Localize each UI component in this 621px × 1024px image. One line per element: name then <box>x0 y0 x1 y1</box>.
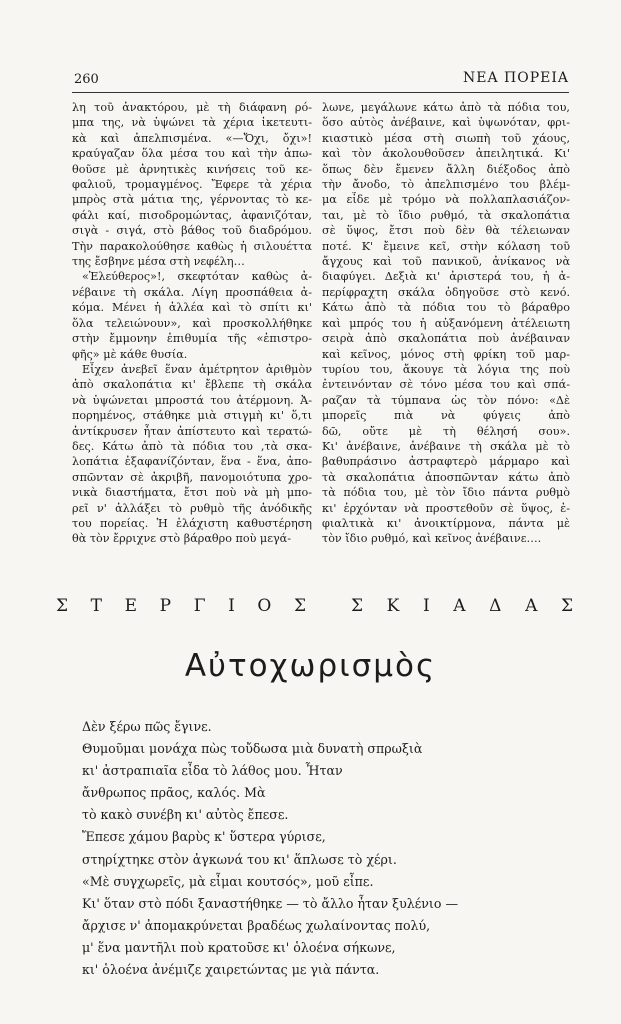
text-line: ραζαν τὰ τύμπανα ὡς τὸν πόνο: «Δὲ <box>322 393 570 407</box>
text-line: της ἔσβηνε μέσα στὴ νεφέλη… <box>72 255 245 269</box>
text-line: Κάτω ἀπὸ τὰ πόδια του τὸ βάραθρο <box>322 301 570 315</box>
author-last-name <box>351 596 573 622</box>
text-line: του πορείας. Ἡ ἐλάχιστη καθυστέρηση <box>72 516 312 530</box>
text-line: νὰ ὑψώνεται μπροστά του ἀτέρμονη. Ἀ- <box>72 393 312 407</box>
text-line: ὅσο αὐτὸς ἀνέβαινε, καὶ ὑψωνόταν, φρι- <box>322 116 570 130</box>
text-line: τυρίου του, ἄκουγε τὰ λόγια της ποὺ <box>322 362 570 376</box>
author-letter: Α <box>525 596 538 616</box>
text-line: ἄγχους καὶ τοῦ πανικοῦ, ἀνίκανος νὰ <box>322 255 570 269</box>
author-letter: Ι <box>228 596 235 616</box>
poem-body <box>82 716 552 981</box>
text-line: πορημένος, στάθηκε μιὰ στιγμὴ κι' ὅ,τι <box>72 409 312 423</box>
text-line: σιγὰ - σιγά, στὸ βάθος τοῦ διαδρόμου. <box>72 224 312 238</box>
poem-line: μ' ἕνα μαντῆλι ποὺ κρατοῦσε κι' ὁλοένα σήκωνε, <box>82 939 396 955</box>
poem-line: «Μὲ συγχωρεῖς, μὰ εἶμαι κουτσός», μοῦ εἶπε. <box>82 873 374 889</box>
text-line: δῶ, οὔτε μὲ τὴ θέλησή σου». <box>322 424 570 438</box>
prose-column-right <box>322 100 570 547</box>
text-line: ἐντεινόνταν σὲ τόνο μέσα του καὶ σπά- <box>322 378 570 392</box>
text-line: καὶ τὸν ἀκολουθοῦσεν ἀπειλητικά. Κι' <box>322 147 570 161</box>
author-letter: Τ <box>90 596 102 616</box>
text-line: κραύγαζαν ὅλα μέσα του καὶ τὴν ἀπω- <box>72 147 312 161</box>
header-rule <box>72 92 569 93</box>
author-letter: Σ <box>351 596 364 616</box>
poem-line: κι' ἀστραπιαῖα εἶδα τὸ λάθος μου. Ἦταν <box>82 763 343 779</box>
author-letter: Σ <box>56 596 69 616</box>
text-line: δες. Κάτω ἀπὸ τὰ πόδια του ,τὰ σκα- <box>72 439 312 453</box>
text-line: τὸν ἴδιο ρυθμό, καὶ κεῖνος ἀνέβαινε…. <box>322 532 542 546</box>
author-letter: Σ <box>560 596 573 616</box>
journal-title: ΝΕΑ ΠΟΡΕΙΑ <box>463 70 569 86</box>
text-line: διαφύγει. Δεξιὰ κι' ἀριστερά του, ἡ ἀ- <box>322 270 570 284</box>
text-line: μπορεῖς πιὰ νὰ φύγεις ἀπὸ <box>322 409 570 423</box>
text-line: στὴν ἔμμονην ἐπιθυμία τῆς «ἐπιστρο- <box>72 332 312 346</box>
author-letter: Κ <box>386 596 400 616</box>
author-letter: Ρ <box>159 596 172 616</box>
text-line: κὰ καὶ ἀπελπισμένα. «—Ὄχι, ὄχι»! <box>72 131 312 145</box>
text-line: ὅλα τελειώνουν», καὶ προσκολλήθηκε <box>72 316 312 330</box>
text-line: τὴν ἄνοδο, τὸ ἀπελπισμένο του βλέμ- <box>322 178 570 192</box>
page-header <box>72 68 569 90</box>
text-line: «Ἐλεύθερος»!, σκεφτόταν καθὼς ἀ- <box>82 270 312 284</box>
poem-line: τὸ κακὸ συνέβη κι' αὐτὸς ἔπεσε. <box>82 807 289 823</box>
text-line: κόμα. Μένει ἡ ἀλλέα καὶ τὸ σπίτι κι' <box>72 301 312 315</box>
page-number: 260 <box>74 72 99 87</box>
text-line: μπα της, νὰ ὑψώνει τὰ χέρια ἱκετευτι- <box>72 116 312 130</box>
text-line: φαλιοῦ, τρομαγμένος. Ἔφερε τὰ χέρια <box>72 178 312 192</box>
text-line: καὶ μπρός του ἡ αὐξανόμενη ἀτέλειωτη <box>322 316 570 330</box>
text-line: ποτέ. Κ' ἔμεινε κεῖ, στὴν κόλαση τοῦ <box>322 239 570 253</box>
text-line: περίφραχτη σκάλα ὁδηγοῦσε στὸ κενό. <box>322 285 570 299</box>
text-line: Εἶχεν ἀνεβεῖ ἕναν ἀμέτρητον ἀριθμὸν <box>82 362 312 376</box>
text-line: τὰ πόδια του, μὲ τὸν ἴδιο πάντα ρυθμὸ <box>322 486 570 500</box>
text-line: σπῶνταν σὲ ἀκριβῆ, πανομοιότυπα χρο- <box>72 470 312 484</box>
poem-title: Αὐτοχωρισμὸς <box>184 648 437 684</box>
author-letter: Σ <box>293 596 306 616</box>
author-name <box>56 596 573 622</box>
text-line: ἀντίκρυσεν ἦταν ἀπίστευτο καὶ τερατώ- <box>72 424 312 438</box>
text-line: νέβαινε τὴ σκάλα. Λίγη προσπάθεια ἀ- <box>72 285 312 299</box>
author-letter: Ε <box>124 596 138 616</box>
author-letter: Δ <box>489 596 502 616</box>
poem-line: Θυμοῦμαι μονάχα πὼς τοὔδωσα μιὰ δυνατὴ σπρωξιὰ <box>82 741 423 757</box>
text-line: τὰ σκαλοπάτια ἀποσπῶνταν κάτω ἀπὸ <box>322 470 570 484</box>
text-line: Κι' ἀνέβαινε, ἀνέβαινε τὴ σκάλα μὲ τὸ <box>322 439 570 453</box>
poem-line: στηρίχτηκε στὸν ἀγκωνά του κι' ἅπλωσε τὸ χέρι. <box>82 851 397 867</box>
poem-line: κι' ὁλοένα ἀνέμιζε χαιρετώντας με γιὰ πάντα. <box>82 962 380 978</box>
text-line: βαθυπράσινο ἀστραφτερὸ μάρμαρο καὶ <box>322 455 570 469</box>
text-line: φῆς» μὲ κάθε θυσία. <box>72 347 188 361</box>
author-letter: Ο <box>257 596 272 616</box>
poem-line: ἄνθρωπος πρᾶος, καλός. Μὰ <box>82 785 266 801</box>
text-line: Τὴν παρακολούθησε καθὼς ἡ σιλουέττα <box>72 239 312 253</box>
author-letter: Α <box>453 596 466 616</box>
text-line: κιαστικὸ μέσα στὴ σιωπὴ τοῦ χάους, <box>322 131 570 145</box>
text-line: σειρὰ ἀπὸ σκαλοπάτια ποὺ ἀνέβαιναν <box>322 332 570 346</box>
text-line: λωνε, μεγάλωνε κάτω ἀπὸ τὰ πόδια του, <box>322 101 570 114</box>
text-line: λη τοῦ ἀνακτόρου, μὲ τὴ διάφανη ρό- <box>72 101 312 114</box>
poem-line: Ἔπεσε χάμου βαρὺς κ' ὕστερα γύρισε, <box>82 829 326 845</box>
text-line: ἀπὸ σκαλοπάτια κι' ἔβλεπε τὴ σκάλα <box>72 378 312 392</box>
text-line: κι' ἐρχόνταν νὰ προστεθοῦν σὲ ὕψος, ἐ- <box>322 501 570 515</box>
author-letter: Γ <box>193 596 206 616</box>
text-line: φάλι καί, πισοδρομώντας, ἀφανιζόταν, <box>72 208 312 222</box>
text-line: λοπάτια ἐξαφανίζόνταν, ἕνα - ἕνα, ἀπο- <box>72 455 312 469</box>
author-letter: Ι <box>422 596 430 616</box>
text-line: μπρὸς στὰ μάτια της, γέρνοντας τὸ κε- <box>72 193 312 207</box>
text-line: ρεῖ ν' ἀλλάξει τὸ ρυθμὸ τῆς ἀνόδικῆς <box>72 501 312 515</box>
text-line: μα εἶδε μὲ τρόμο νὰ πολλαπλασιάζον- <box>322 193 570 207</box>
text-line: θὰ τὸν ἔρριχνε στὸ βάραθρο ποὺ μεγά- <box>72 532 292 546</box>
text-line: ται, μὲ τὸ ἴδιο ρυθμό, τὰ σκαλοπάτια <box>322 208 570 222</box>
poem-line: Δὲν ξέρω πῶς ἔγινε. <box>82 719 212 734</box>
text-line: θοῦσε μὲ ἀρνητικὲς κινήσεις τοῦ κε- <box>72 162 312 176</box>
text-line: φιαλτικὰ κι' ἀνοικτίρμονα, πάντα μὲ <box>322 516 570 530</box>
text-line: σὲ ὕψος, ἔτσι ποὺ δὲν θὰ τέλειωναν <box>322 224 570 238</box>
text-line: ὅπως δὲν ἔμενεν ἄλλη διέξοδος ἀπὸ <box>322 162 570 176</box>
poem-line: ἄρχισε ν' ἀπομακρύνεται βραδέως χωλαίνοντας πολύ, <box>82 917 431 933</box>
text-line: καὶ κεῖνος, μόνος στὴ φρίκη τοῦ μαρ- <box>322 347 570 361</box>
poem-line: Κι' ὅταν στὸ πόδι ξαναστήθηκε — τὸ ἄλλο ἦταν ξυλένιο — <box>82 895 459 911</box>
prose-column-left <box>72 100 312 547</box>
author-first-name <box>56 596 306 622</box>
text-line: νικὰ διαστήματα, ἔτσι ποὺ νὰ μὴ μπο- <box>72 486 312 500</box>
